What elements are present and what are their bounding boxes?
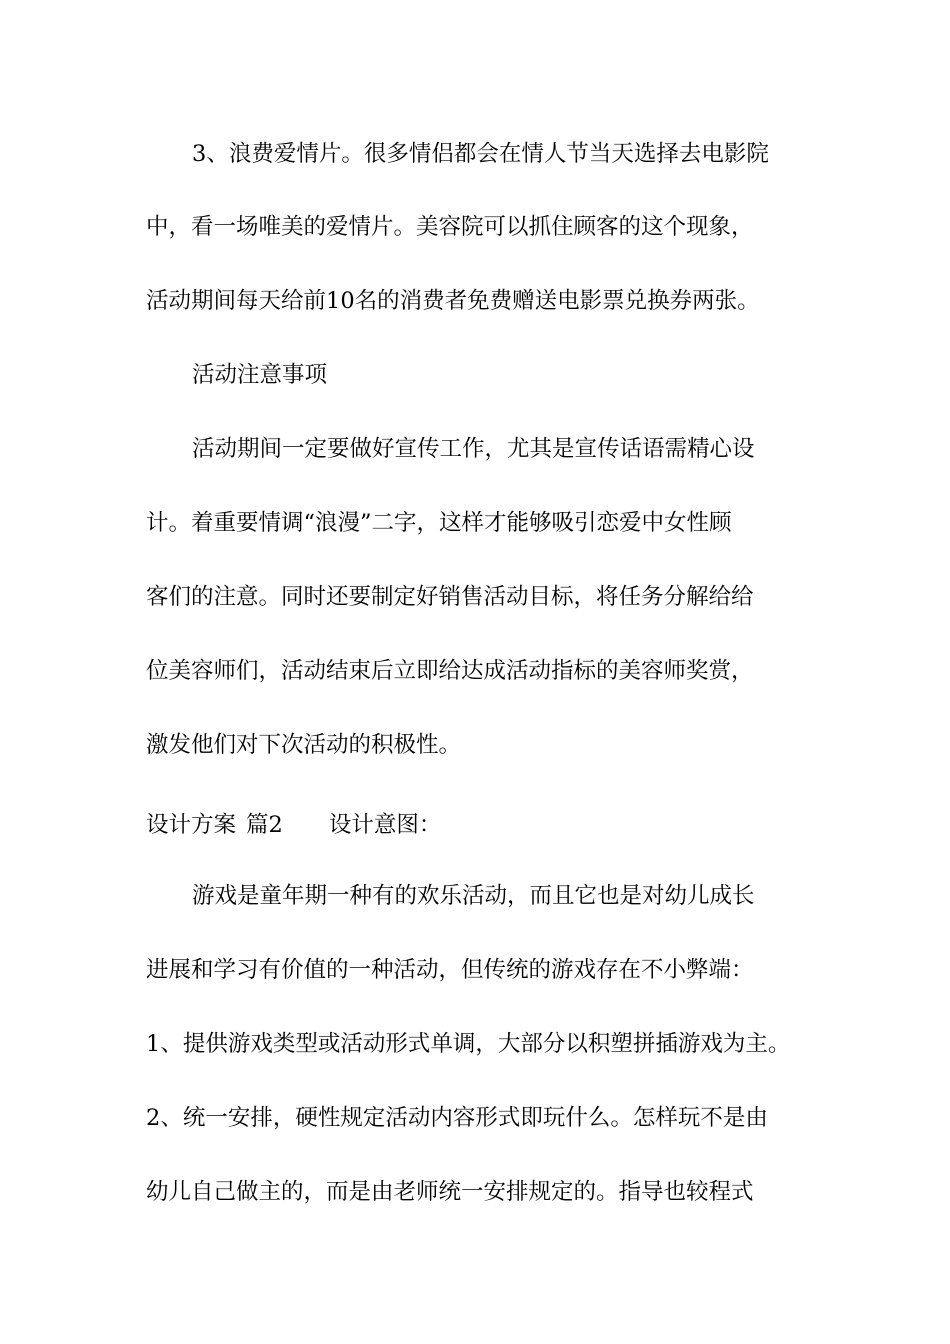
paragraph-line: 1、提供游戏类型或活动形式单调，大部分以积塑拼插游戏为主。: [146, 1031, 791, 1057]
paragraph-line: 游戏是童年期一种有的欢乐活动，而且它也是对幼儿成长: [192, 883, 755, 909]
paragraph-line: 中，看一场唯美的爱情片。美容院可以抓住顾客的这个现象，: [146, 214, 754, 240]
paragraph-line: 计。着重要情调“浪漫”二字，这样才能够吸引恋爱中女性顾: [146, 510, 732, 536]
section-title: [146, 810, 441, 840]
paragraph-line: 客们的注意。同时还要制定好销售活动目标，将任务分解给给: [146, 584, 754, 610]
paragraph-line: 3、浪费爱情片。很多情侣都会在情人节当天选择去电影院: [192, 141, 769, 167]
paragraph-line: 激发他们对下次活动的积极性。: [146, 732, 462, 758]
section-title-part: 设计方案: [146, 812, 237, 838]
paragraph-line: 2、统一安排，硬性规定活动内容形式即玩什么。怎样玩不是由: [146, 1105, 768, 1131]
paragraph-line: 活动期间每天给前10名的消费者免费赠送电影票兑换券两张。: [146, 288, 760, 314]
paragraph-line: 进展和学习有价值的一种活动，但传统的游戏存在不小弊端：: [146, 957, 754, 983]
paragraph-line: 位美容师们，活动结束后立即给达成活动指标的美容师奖赏，: [146, 658, 754, 684]
paragraph-line: 活动期间一定要做好宣传工作，尤其是宣传话语需精心设: [192, 436, 755, 462]
section-heading: 活动注意事项: [192, 362, 328, 388]
section-title-part: 设计意图：: [328, 812, 442, 838]
section-number: 篇2: [246, 812, 283, 838]
paragraph-line: 幼儿自己做主的，而是由老师统一安排规定的。指导也较程式: [146, 1179, 754, 1205]
